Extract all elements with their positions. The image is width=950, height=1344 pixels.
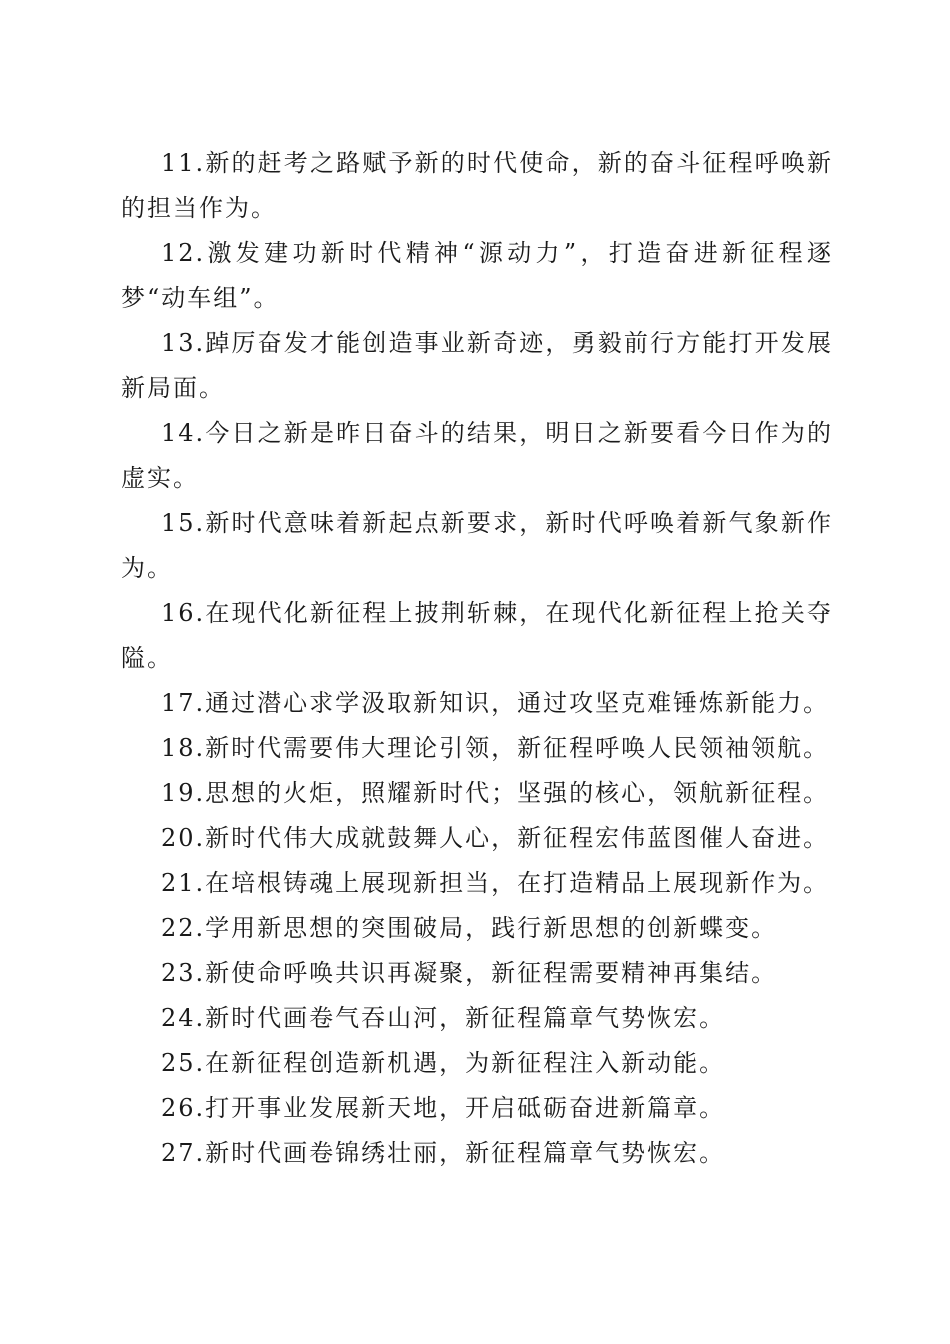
item-text: 学用新思想的突围破局，践行新思想的创新蝶变。 [205, 914, 778, 942]
item-number: 23. [161, 959, 206, 987]
list-item [121, 141, 833, 231]
item-number: 20. [161, 824, 206, 852]
item-number: 21. [161, 869, 206, 897]
list-item [121, 816, 833, 861]
item-number: 11. [161, 149, 206, 177]
list-item [121, 411, 833, 501]
item-text: 在新征程创造新机遇，为新征程注入新动能。 [205, 1049, 726, 1077]
item-text: 踔厉奋发才能创造事业新奇迹，勇毅前行方能打开发展新局面。 [121, 329, 833, 402]
list-item [121, 1131, 833, 1176]
item-text: 新的赶考之路赋予新的时代使命，新的奋斗征程呼唤新的担当作为。 [121, 149, 833, 222]
list-item [121, 1086, 833, 1131]
list-item [121, 1041, 833, 1086]
item-number: 22. [161, 914, 206, 942]
item-number: 15. [161, 509, 206, 537]
item-number: 27. [161, 1139, 206, 1167]
item-number: 17. [161, 689, 206, 717]
item-text: 在现代化新征程上披荆斩棘，在现代化新征程上抢关夺隘。 [121, 599, 833, 672]
item-text: 新时代画卷锦绣壮丽，新征程篇章气势恢宏。 [205, 1139, 726, 1167]
item-number: 25. [161, 1049, 206, 1077]
list-item [121, 501, 833, 591]
item-text: 今日之新是昨日奋斗的结果，明日之新要看今日作为的虚实。 [121, 419, 833, 492]
list-item [121, 861, 833, 906]
document-body [121, 141, 833, 1176]
list-item [121, 771, 833, 816]
list-item [121, 951, 833, 996]
item-text: 在培根铸魂上展现新担当，在打造精品上展现新作为。 [205, 869, 830, 897]
item-text: 打开事业发展新天地，开启砥砺奋进新篇章。 [205, 1094, 726, 1122]
item-number: 12. [161, 239, 206, 267]
item-text: 新时代需要伟大理论引领，新征程呼唤人民领袖领航。 [205, 734, 830, 762]
item-number: 26. [161, 1094, 206, 1122]
list-item [121, 726, 833, 771]
item-number: 19. [161, 779, 206, 807]
item-text: 通过潜心求学汲取新知识，通过攻坚克难锤炼新能力。 [205, 689, 830, 717]
item-number: 13. [161, 329, 206, 357]
list-item [121, 591, 833, 681]
list-item [121, 231, 833, 321]
list-item [121, 321, 833, 411]
item-text: 新使命呼唤共识再凝聚，新征程需要精神再集结。 [205, 959, 778, 987]
item-text: 新时代伟大成就鼓舞人心，新征程宏伟蓝图催人奋进。 [205, 824, 830, 852]
item-number: 18. [161, 734, 206, 762]
list-item [121, 996, 833, 1041]
item-text: 新时代意味着新起点新要求，新时代呼唤着新气象新作为。 [121, 509, 833, 582]
item-text: 激发建功新时代精神“源动力”，打造奋进新征程逐梦“动车组”。 [121, 239, 833, 312]
item-number: 14. [161, 419, 206, 447]
list-item [121, 906, 833, 951]
item-text: 思想的火炬，照耀新时代；坚强的核心，领航新征程。 [205, 779, 830, 807]
list-item [121, 681, 833, 726]
item-text: 新时代画卷气吞山河，新征程篇章气势恢宏。 [205, 1004, 726, 1032]
item-number: 24. [161, 1004, 206, 1032]
item-number: 16. [161, 599, 206, 627]
